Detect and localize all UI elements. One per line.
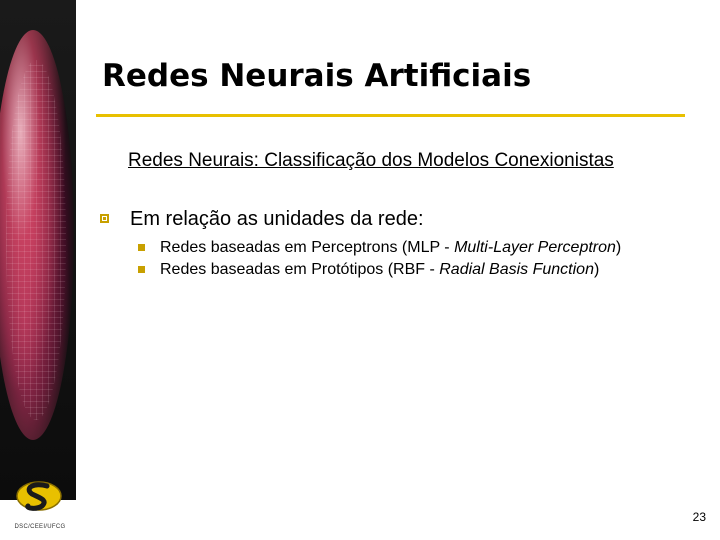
sub-item-suffix: ) xyxy=(593,261,600,278)
logo-icon xyxy=(14,476,64,516)
sub-item-text: Redes baseadas em Protótipos (RBF - xyxy=(160,261,440,278)
sub-item-text: Redes baseadas em Perceptrons (MLP - xyxy=(160,239,455,256)
sub-item-italic: Radial Basis Function xyxy=(439,261,594,278)
page-number: 23 xyxy=(692,510,706,524)
sub-bullet-item xyxy=(138,260,678,279)
bullet-text: Em relação as unidades da rede: xyxy=(130,208,424,230)
square-bullet-icon xyxy=(100,214,109,223)
slide-title: Redes Neurais Artificiais xyxy=(102,58,532,94)
sub-bullet-item xyxy=(138,238,678,257)
section-subtitle: Redes Neurais: Classificação dos Modelos Conexionistas xyxy=(128,150,614,171)
sub-item-italic: Multi-Layer Perceptron xyxy=(454,239,616,256)
decorative-sidebar xyxy=(0,0,76,540)
filled-square-bullet-icon xyxy=(138,244,145,251)
title-underline-rule xyxy=(96,114,685,117)
sub-item-suffix: ) xyxy=(615,239,622,256)
sphere-grid-overlay xyxy=(6,60,66,420)
sub-bullet-list xyxy=(138,238,678,282)
logo-caption: DSC/CEEI/UFCG xyxy=(14,524,66,530)
filled-square-bullet-icon xyxy=(138,266,145,273)
